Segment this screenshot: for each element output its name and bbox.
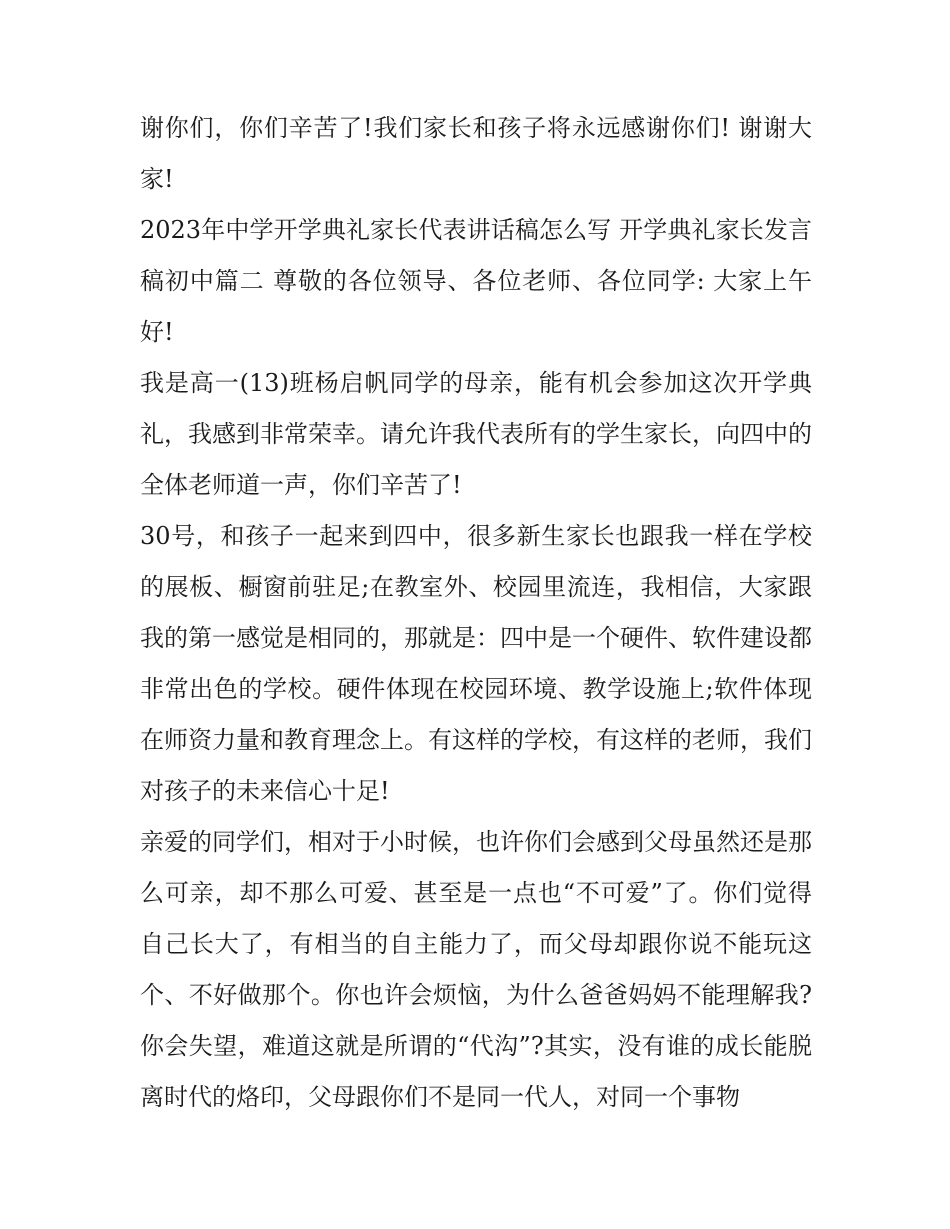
paragraph-title-greeting: 2023年中学开学典礼家长代表讲话稿怎么写 开学典礼家长发言稿初中篇二 尊敬的各位领导、各位老师、各位同学: 大家上午好! bbox=[140, 216, 812, 346]
paragraph-message-to-students: 亲爱的同学们，相对于小时候，也许你们会感到父母虽然还是那么可亲，却不那么可爱、甚至是一点也“不可爱”了。你们觉得自己长大了，有相当的自主能力了，而父母却跟你说不能玩这个、不好做那个。你也许会烦恼，为什么爸爸妈妈不能理解我?你会失望，难道这就是所谓的“代沟”?其实，没有谁的成长能脱离时代的烙印，父母跟你们不是同一代人，对同一个事物 bbox=[140, 828, 812, 1111]
paragraph-closing-thanks: 谢你们，你们辛苦了!我们家长和孩子将永远感谢你们! 谢谢大家! bbox=[140, 114, 812, 193]
paragraph-school-impression: 30号，和孩子一起来到四中，很多新生家长也跟我一样在学校的展板、橱窗前驻足;在教室外、校园里流连，我相信，大家跟我的第一感觉是相同的，那就是：四中是一个硬件、软件建设都非常出色的学校。硬件体现在校园环境、教学设施上;软件体现在师资力量和教育理念上。有这样的学校，有这样的老师，我们对孩子的未来信心十足! bbox=[140, 522, 812, 805]
document-body bbox=[140, 103, 812, 1123]
paragraph-introduction: 我是高一(13)班杨启帆同学的母亲，能有机会参加这次开学典礼，我感到非常荣幸。请允许我代表所有的学生家长，向四中的全体老师道一声，你们辛苦了! bbox=[140, 369, 812, 499]
